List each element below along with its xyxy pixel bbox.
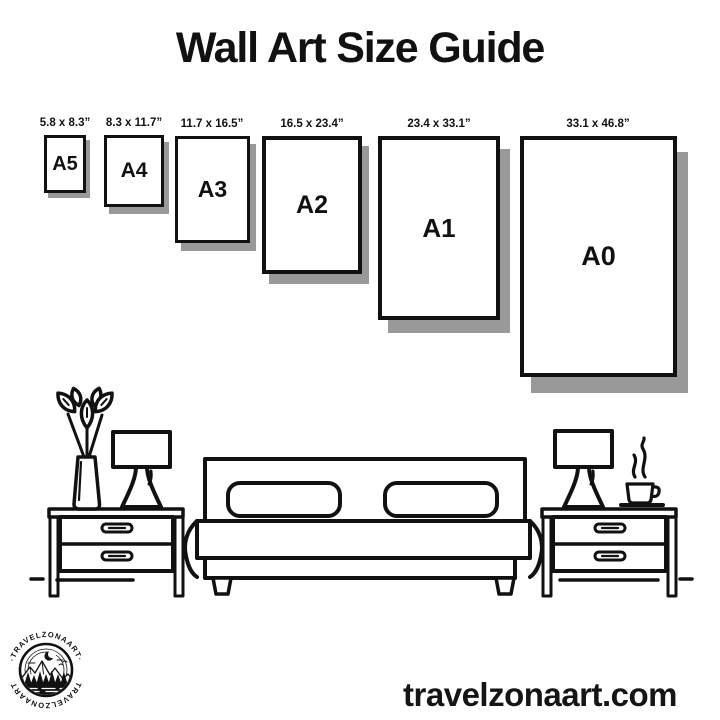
size-label-a4: 8.3 x 11.7” bbox=[105, 117, 163, 129]
page-title: Wall Art Size Guide bbox=[175, 24, 545, 72]
table-lamp-left-icon bbox=[113, 432, 170, 507]
size-label-a0: 33.1 x 46.8” bbox=[566, 118, 630, 130]
size-label-a2: 16.5 x 23.4” bbox=[280, 118, 344, 130]
table-lamp-right-icon bbox=[555, 431, 612, 507]
size-label-a5: 5.8 x 8.3” bbox=[39, 117, 91, 129]
size-code-a2: A2 bbox=[296, 190, 328, 219]
bed-icon bbox=[185, 459, 542, 594]
logo-ring-text-top: ·TRAVELZONAART· bbox=[7, 629, 85, 663]
size-code-a3: A3 bbox=[197, 176, 228, 202]
coffee-cup-icon bbox=[621, 438, 663, 505]
size-code-a1: A1 bbox=[422, 212, 456, 243]
paper-frame-a1 bbox=[378, 136, 500, 320]
nightstand-left-icon bbox=[49, 509, 183, 596]
brand-logo bbox=[2, 626, 90, 714]
size-code-a5: A5 bbox=[52, 152, 78, 175]
size-label-a3: 11.7 x 16.5” bbox=[180, 118, 244, 130]
paper-frame-a3 bbox=[175, 136, 250, 243]
size-code-a4: A4 bbox=[120, 159, 148, 182]
size-code-a0: A0 bbox=[581, 241, 616, 271]
nightstand-right-icon bbox=[542, 509, 676, 596]
paper-frame-a5 bbox=[44, 135, 86, 193]
logo-ring-text-bottom: TRAVELZONAART bbox=[8, 680, 84, 711]
paper-frame-a2 bbox=[262, 136, 362, 274]
bedroom-illustration bbox=[0, 378, 720, 605]
plant-vase-icon bbox=[54, 387, 116, 509]
website-text: travelzonaart.com bbox=[403, 676, 677, 713]
paper-frame-a0 bbox=[520, 136, 677, 377]
paper-frame-a4 bbox=[104, 135, 164, 207]
size-label-a1: 23.4 x 33.1” bbox=[407, 118, 471, 130]
